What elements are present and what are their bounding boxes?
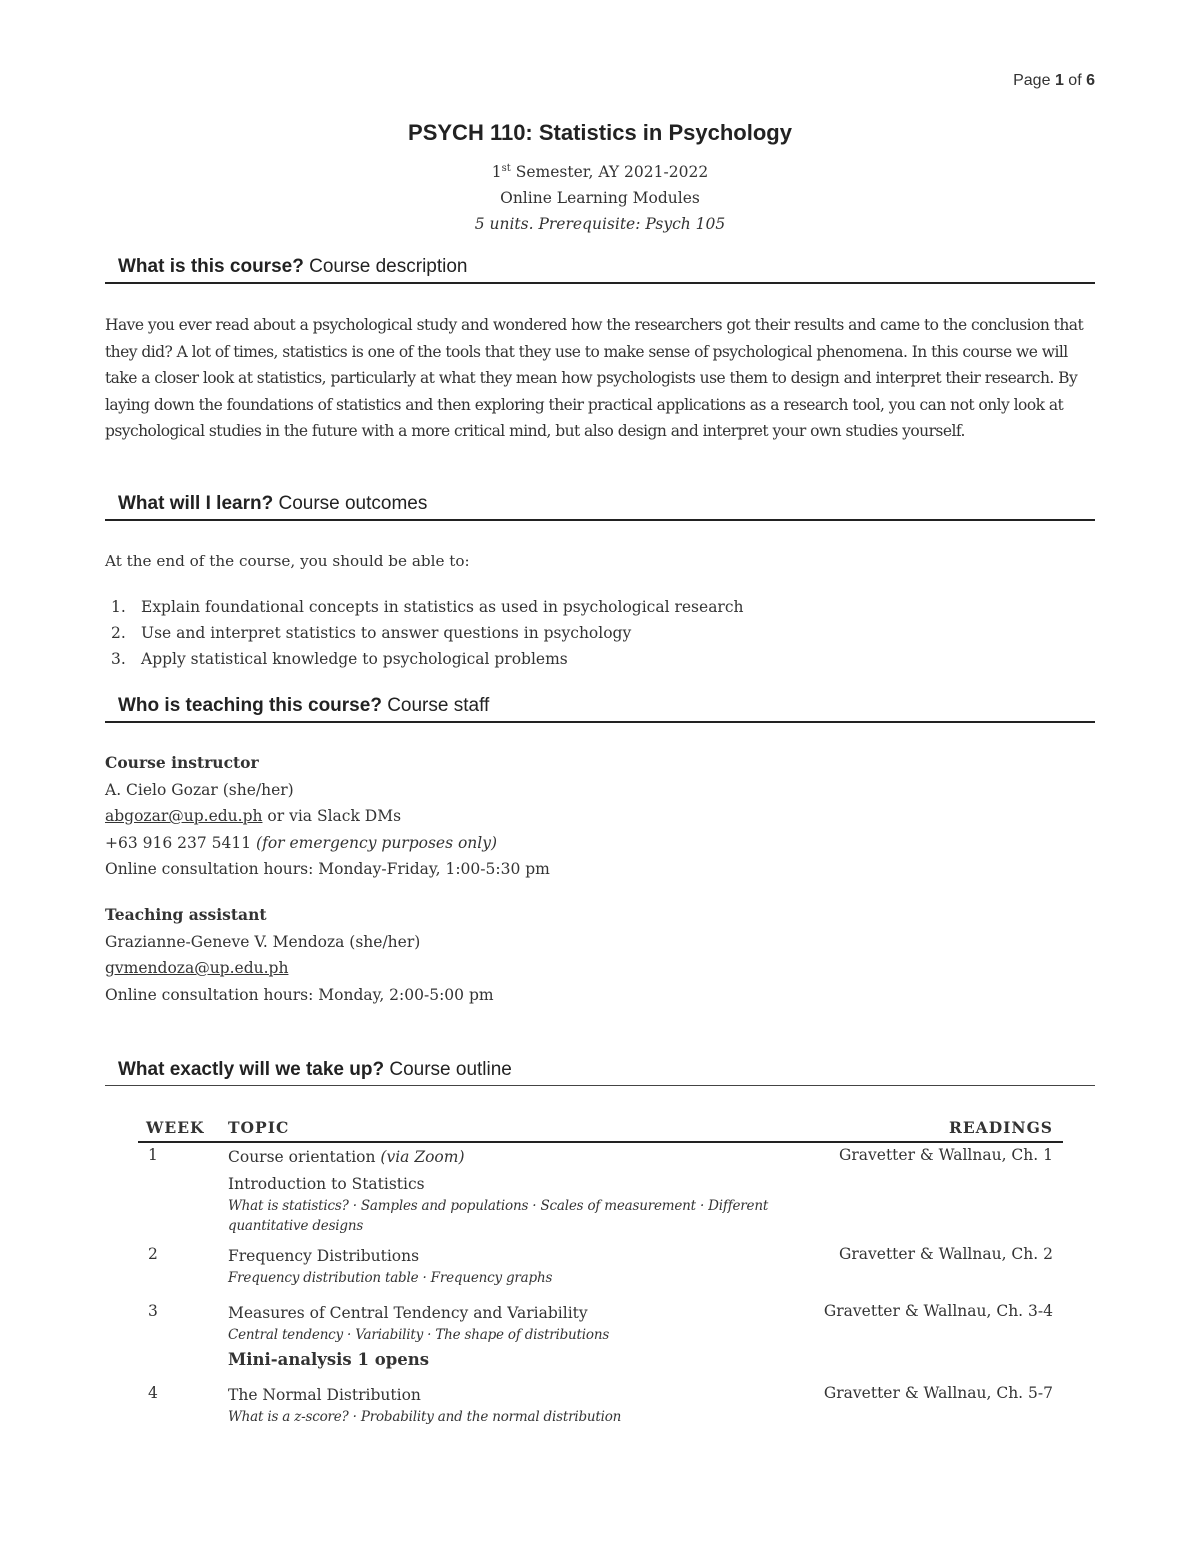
row-week: 1 — [148, 1146, 158, 1164]
instructor-block — [105, 750, 550, 883]
assistant-hours: Online consultation hours: Monday, 2:00-5:00 pm — [105, 985, 494, 1004]
row-topic — [228, 1146, 788, 1169]
row-topic — [228, 1302, 788, 1373]
list-number: 3. — [111, 650, 126, 668]
semester-text: Semester, AY 2021-2022 — [510, 163, 709, 182]
page-current: 1 — [1054, 72, 1064, 89]
topic-title: Frequency Distributions — [228, 1247, 420, 1265]
table-row — [138, 1146, 1063, 1173]
outcomes-intro: At the end of the course, you should be able to: — [105, 552, 470, 570]
course-units: 5 units. Prerequisite: Psych 105 — [474, 215, 726, 234]
section-heading-light: Course outcomes — [273, 493, 428, 514]
assistant-block — [105, 902, 494, 1008]
assistant-contact — [105, 955, 494, 982]
section-heading-light: Course staff — [381, 695, 490, 716]
instructor-email-suffix: or via Slack DMs — [262, 807, 402, 825]
section-heading-description — [105, 256, 1095, 284]
course-mode: Online Learning Modules — [500, 189, 700, 208]
semester-line — [0, 156, 1200, 185]
table-header — [138, 1117, 1063, 1143]
list-item-text: Explain foundational concepts in statistics as used in psychological research — [141, 598, 744, 616]
page-total: 6 — [1086, 72, 1095, 89]
row-readings: Gravetter & Wallnau, Ch. 1 — [838, 1146, 1053, 1164]
topic-subtopics: What is statistics? · Samples and populations · Scales of measurement · Different quantitative designs — [228, 1198, 769, 1234]
row-readings: Gravetter & Wallnau, Ch. 2 — [838, 1245, 1053, 1263]
table-row — [138, 1384, 1063, 1434]
title-block — [0, 120, 1200, 237]
topic-note: (via Zoom) — [380, 1148, 465, 1166]
outcomes-list — [105, 594, 744, 672]
instructor-phone-line — [105, 830, 550, 857]
section-heading-bold: Who is teaching this course? — [118, 695, 382, 716]
topic-title: Measures of Central Tendency and Variability — [228, 1304, 588, 1322]
page-number — [1013, 72, 1095, 90]
list-item — [105, 646, 744, 672]
list-number: 2. — [111, 624, 126, 642]
row-topic — [228, 1173, 788, 1236]
instructor-phone-note: (for emergency purposes only) — [256, 833, 498, 852]
topic-milestone: Mini-analysis 1 opens — [228, 1350, 430, 1369]
instructor-phone: +63 916 237 5411 — [105, 833, 257, 852]
list-item — [105, 594, 744, 620]
list-item-text: Apply statistical knowledge to psychological problems — [141, 650, 568, 668]
row-topic — [228, 1245, 788, 1288]
row-readings: Gravetter & Wallnau, Ch. 3-4 — [823, 1302, 1053, 1320]
section-heading-outline — [105, 1059, 1095, 1086]
assistant-role: Teaching assistant — [105, 905, 267, 924]
list-item — [105, 620, 744, 646]
topic-title: The Normal Distribution — [228, 1386, 421, 1404]
table-row — [138, 1302, 1063, 1384]
section-heading-light: Course outline — [384, 1059, 512, 1080]
assistant-name: Grazianne-Geneve V. Mendoza (she/her) — [105, 932, 421, 951]
section-heading-outcomes — [105, 493, 1095, 521]
instructor-hours: Online consultation hours: Monday-Friday, 1:00-5:30 pm — [105, 860, 550, 878]
course-description-text: Have you ever read about a psychological study and wondered how the researchers got their results and came to the conclusion that they did? A lot of times, statistics is one of the tools that they use to make sense of psychological phenomena. In this course we will take a closer look at statistics, particularly at what they mean how psychologists use them to design and interpret their research. By laying down the foundations of statistics and then exploring their practical applications as a research tool, you can not only look at psychological studies in the future with a more critical mind, but also design and interpret your own studies yourself. — [105, 316, 1084, 440]
row-week: 3 — [148, 1302, 158, 1320]
topic-title: Course orientation — [228, 1148, 381, 1166]
header-week: WEEK — [146, 1118, 205, 1137]
page-label: Page — [1013, 72, 1051, 89]
section-heading-bold: What exactly will we take up? — [118, 1059, 385, 1080]
course-title: PSYCH 110: Statistics in Psychology — [408, 120, 792, 145]
list-number: 1. — [111, 598, 126, 616]
row-readings: Gravetter & Wallnau, Ch. 5-7 — [823, 1384, 1053, 1402]
page-of: of — [1068, 72, 1082, 89]
section-heading-staff — [105, 695, 1095, 723]
instructor-name: A. Cielo Gozar (she/her) — [105, 780, 294, 799]
section-heading-bold: What is this course? — [118, 256, 304, 277]
semester-number: 1 — [491, 163, 502, 182]
instructor-email-link[interactable]: abgozar@up.edu.ph — [105, 807, 263, 825]
course-outline-table — [138, 1117, 1063, 1434]
instructor-contact — [105, 803, 550, 830]
topic-title: Introduction to Statistics — [228, 1175, 425, 1193]
row-week: 2 — [148, 1245, 158, 1263]
row-week: 4 — [148, 1384, 158, 1402]
semester-superscript: st — [501, 163, 511, 174]
row-topic — [228, 1384, 788, 1427]
header-readings: READINGS — [948, 1118, 1053, 1137]
header-topic: TOPIC — [228, 1118, 290, 1137]
topic-subtopics: What is a z-score? · Probability and the normal distribution — [228, 1409, 622, 1425]
topic-subtopics: Frequency distribution table · Frequency graphs — [228, 1270, 553, 1286]
instructor-role: Course instructor — [105, 753, 259, 772]
list-item-text: Use and interpret statistics to answer questions in psychology — [141, 624, 632, 642]
section-heading-light: Course description — [303, 256, 468, 277]
section-heading-bold: What will I learn? — [118, 493, 274, 514]
topic-subtopics: Central tendency · Variability · The shape of distributions — [228, 1327, 610, 1343]
assistant-email-link[interactable]: gvmendoza@up.edu.ph — [105, 959, 289, 977]
table-row — [138, 1173, 1063, 1245]
table-row — [138, 1245, 1063, 1302]
